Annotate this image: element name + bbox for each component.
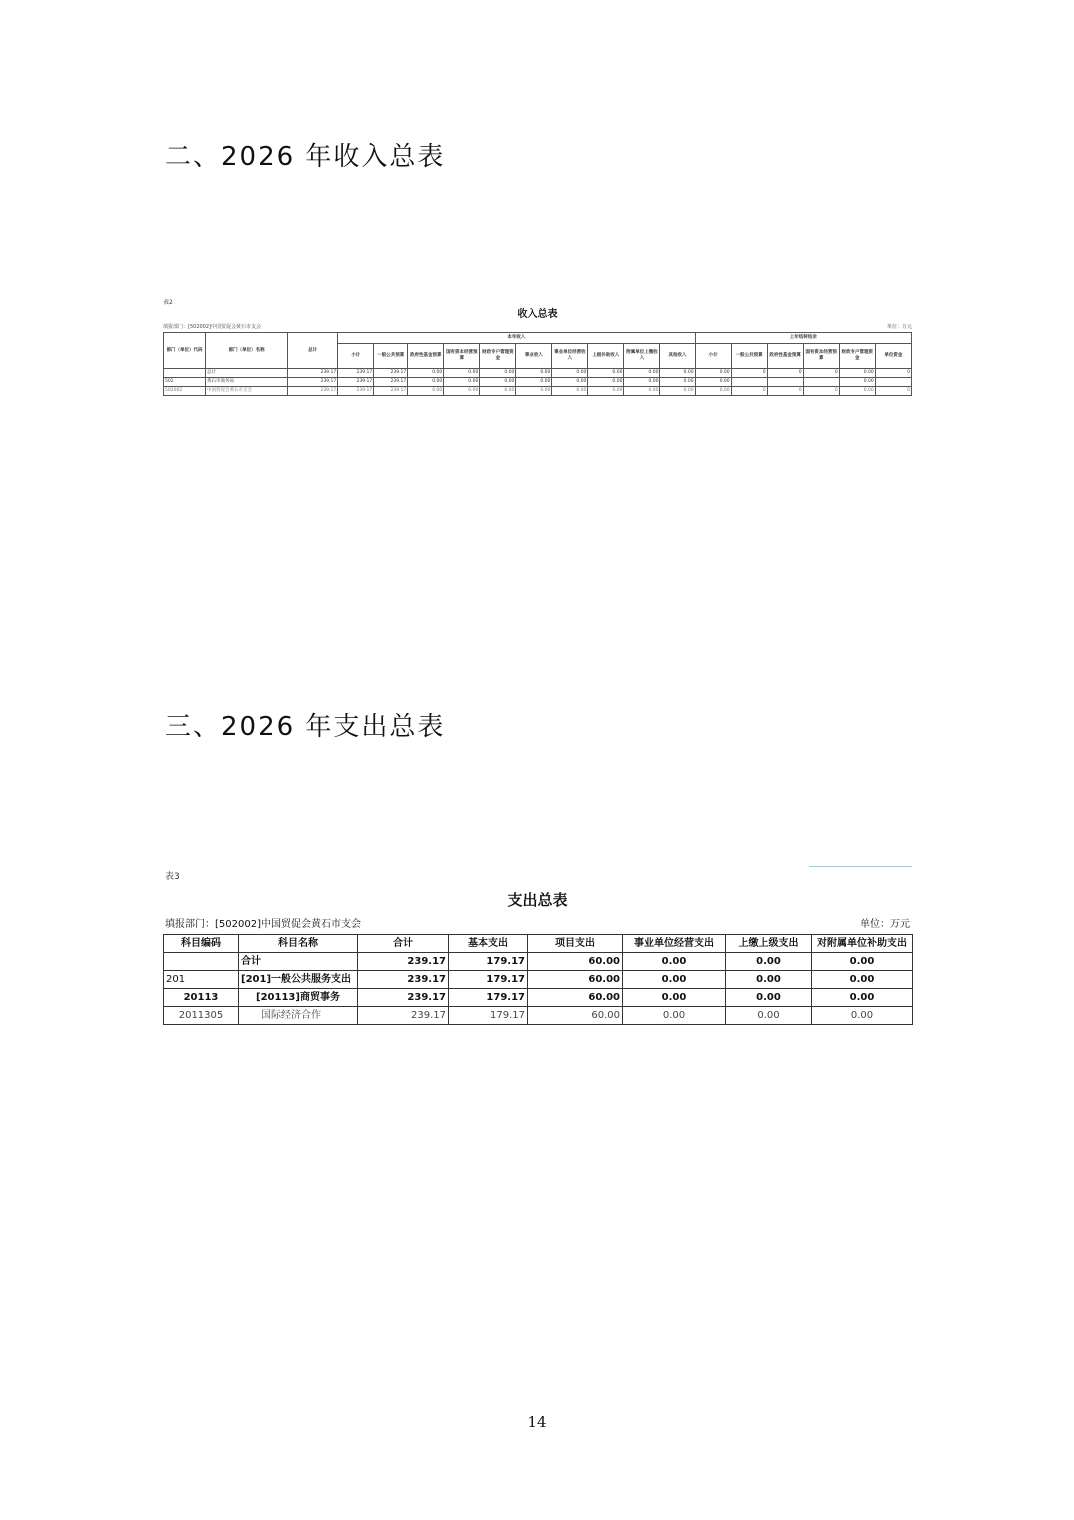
cell: 0.00 — [624, 369, 660, 378]
table-row — [164, 1007, 913, 1025]
cell-sub: 0.00 — [812, 989, 913, 1007]
col-header-total: 总计 — [288, 333, 338, 369]
col-header: 财政专户管理资金 — [480, 344, 516, 369]
cell-name: 国际经济合作 — [239, 1007, 358, 1025]
cell-project: 60.00 — [528, 989, 623, 1007]
col-header: 其他收入 — [660, 344, 695, 369]
page-number: 14 — [527, 1413, 547, 1431]
col-header: 国有资本经营预算 — [803, 344, 839, 369]
col-header-name: 部门（单位）名称 — [206, 333, 288, 369]
col-header-biz: 事业单位经营支出 — [623, 935, 726, 953]
table-row — [164, 953, 913, 971]
cell: 0.00 — [624, 387, 660, 396]
col-header-basic: 基本支出 — [449, 935, 528, 953]
table-title: 支出总表 — [507, 891, 568, 909]
income-summary-table — [163, 332, 912, 396]
cell: 0.00 — [660, 387, 695, 396]
cell-code — [164, 369, 206, 378]
cell — [731, 378, 767, 387]
col-header-total: 合计 — [358, 935, 449, 953]
cell: 239.17 — [374, 378, 408, 387]
col-header: 单位资金 — [875, 344, 911, 369]
cell-total: 239.17 — [358, 953, 449, 971]
cell: 0.00 — [552, 378, 588, 387]
cell: 239.17 — [374, 369, 408, 378]
table-label: 表2 — [163, 299, 173, 306]
cell: 239.17 — [374, 387, 408, 396]
col-header: 事业收入 — [516, 344, 552, 369]
cell-total: 239.17 — [358, 989, 449, 1007]
col-header: 一般公共预算 — [731, 344, 767, 369]
cell: 0.00 — [408, 387, 444, 396]
cell: 239.17 — [338, 378, 374, 387]
col-header: 国有资本经营预算 — [444, 344, 480, 369]
dept-label: 填报部门：[502002]中国贸促会黄石市支会 — [163, 324, 261, 330]
cell — [767, 378, 803, 387]
col-header: 财政专户管理资金 — [839, 344, 875, 369]
cell: 0.00 — [480, 387, 516, 396]
cell: 0.00 — [839, 387, 875, 396]
cell-biz: 0.00 — [623, 989, 726, 1007]
col-header-code: 部门（单位）代码 — [164, 333, 206, 369]
cell-project: 60.00 — [528, 971, 623, 989]
table-row — [164, 378, 912, 387]
cell — [875, 378, 911, 387]
cell: 0.00 — [516, 378, 552, 387]
table-row — [164, 369, 912, 378]
income-summary-table-block — [163, 297, 912, 396]
cell-project: 60.00 — [528, 953, 623, 971]
cell: 0.00 — [444, 387, 480, 396]
dept-label: 填报部门：[502002]中国贸促会黄石市支会 — [165, 919, 361, 930]
cell: 0.00 — [660, 369, 695, 378]
cell: 0.00 — [444, 378, 480, 387]
cell: 0 — [875, 369, 911, 378]
expenditure-summary-table-block — [163, 866, 912, 1025]
expenditure-summary-table — [163, 934, 913, 1025]
col-header: 附属单位上缴收入 — [624, 344, 660, 369]
cell-total: 239.17 — [358, 1007, 449, 1025]
cell-name: 总计 — [206, 369, 288, 378]
cell-biz: 0.00 — [623, 953, 726, 971]
col-header: 小计 — [695, 344, 731, 369]
col-header: 政府性基金预算 — [767, 344, 803, 369]
table-row — [164, 387, 912, 396]
table-row — [164, 971, 913, 989]
cell: 0 — [731, 387, 767, 396]
cell: 0.00 — [695, 378, 731, 387]
cell: 239.17 — [338, 387, 374, 396]
cell-name: 中国贸促会黄石市支会 — [206, 387, 288, 396]
cell: 0.00 — [516, 387, 552, 396]
table-meta — [163, 323, 912, 332]
cell-biz: 0.00 — [623, 971, 726, 989]
cell-sub: 0.00 — [812, 953, 913, 971]
cell: 0 — [875, 387, 911, 396]
cell-name: 黄石市商务局 — [206, 378, 288, 387]
cell-total: 239.17 — [358, 971, 449, 989]
table-meta — [163, 916, 912, 934]
cell-code: 2011305 — [164, 1007, 239, 1025]
col-header: 一般公共预算 — [374, 344, 408, 369]
col-header: 上级补助收入 — [588, 344, 624, 369]
cell-code: 201 — [164, 971, 239, 989]
unit-label: 单位：万元 — [886, 324, 912, 330]
cell-basic: 179.17 — [449, 1007, 528, 1025]
decorative-line — [809, 866, 912, 867]
group-header-current: 本年收入 — [338, 333, 695, 344]
cell: 0.00 — [660, 378, 695, 387]
cell-sub: 0.00 — [812, 971, 913, 989]
cell-upper: 0.00 — [726, 1007, 812, 1025]
cell-upper: 0.00 — [726, 989, 812, 1007]
cell: 0.00 — [695, 387, 731, 396]
cell-total: 239.17 — [288, 369, 338, 378]
cell: 0.00 — [588, 387, 624, 396]
col-header: 事业单位经营收入 — [552, 344, 588, 369]
col-header-code: 科目编码 — [164, 935, 239, 953]
section-title-expenditure: 三、2026 年支出总表 — [165, 712, 446, 742]
cell: 0.00 — [839, 378, 875, 387]
cell-name: [20113]商贸事务 — [239, 989, 358, 1007]
cell-upper: 0.00 — [726, 953, 812, 971]
col-header: 政府性基金预算 — [408, 344, 444, 369]
cell: 0.00 — [588, 369, 624, 378]
cell-total: 239.17 — [288, 378, 338, 387]
cell: 0.00 — [839, 369, 875, 378]
cell-code: 502 — [164, 378, 206, 387]
cell: 0.00 — [624, 378, 660, 387]
table-row — [164, 989, 913, 1007]
group-header-carry: 上年结转结余 — [695, 333, 911, 344]
cell-code: 20113 — [164, 989, 239, 1007]
cell-name: [201]一般公共服务支出 — [239, 971, 358, 989]
cell: 0 — [803, 387, 839, 396]
cell — [803, 378, 839, 387]
cell: 0.00 — [552, 369, 588, 378]
cell-total: 239.17 — [288, 387, 338, 396]
cell-name: 合计 — [239, 953, 358, 971]
cell: 0 — [803, 369, 839, 378]
cell-basic: 179.17 — [449, 953, 528, 971]
cell-upper: 0.00 — [726, 971, 812, 989]
cell: 0.00 — [480, 369, 516, 378]
cell-basic: 179.17 — [449, 971, 528, 989]
cell: 0.00 — [552, 387, 588, 396]
col-header-upper: 上缴上级支出 — [726, 935, 812, 953]
cell-code — [164, 953, 239, 971]
cell-code: 502002 — [164, 387, 206, 396]
cell: 0.00 — [408, 378, 444, 387]
col-header-name: 科目名称 — [239, 935, 358, 953]
cell: 0 — [767, 387, 803, 396]
col-header-project: 项目支出 — [528, 935, 623, 953]
unit-label: 单位：万元 — [860, 919, 910, 930]
table-title: 收入总表 — [517, 309, 558, 320]
col-header-sub: 对附属单位补助支出 — [812, 935, 913, 953]
col-header: 小计 — [338, 344, 374, 369]
cell-sub: 0.00 — [812, 1007, 913, 1025]
cell: 0 — [731, 369, 767, 378]
table-label: 表3 — [165, 872, 180, 882]
cell: 239.17 — [338, 369, 374, 378]
cell: 0.00 — [516, 369, 552, 378]
cell: 0.00 — [480, 378, 516, 387]
cell-project: 60.00 — [528, 1007, 623, 1025]
cell: 0.00 — [588, 378, 624, 387]
cell-biz: 0.00 — [623, 1007, 726, 1025]
section-title-income: 二、2026 年收入总表 — [165, 142, 446, 172]
cell: 0.00 — [695, 369, 731, 378]
cell-basic: 179.17 — [449, 989, 528, 1007]
cell: 0.00 — [408, 369, 444, 378]
cell: 0.00 — [444, 369, 480, 378]
cell: 0 — [767, 369, 803, 378]
